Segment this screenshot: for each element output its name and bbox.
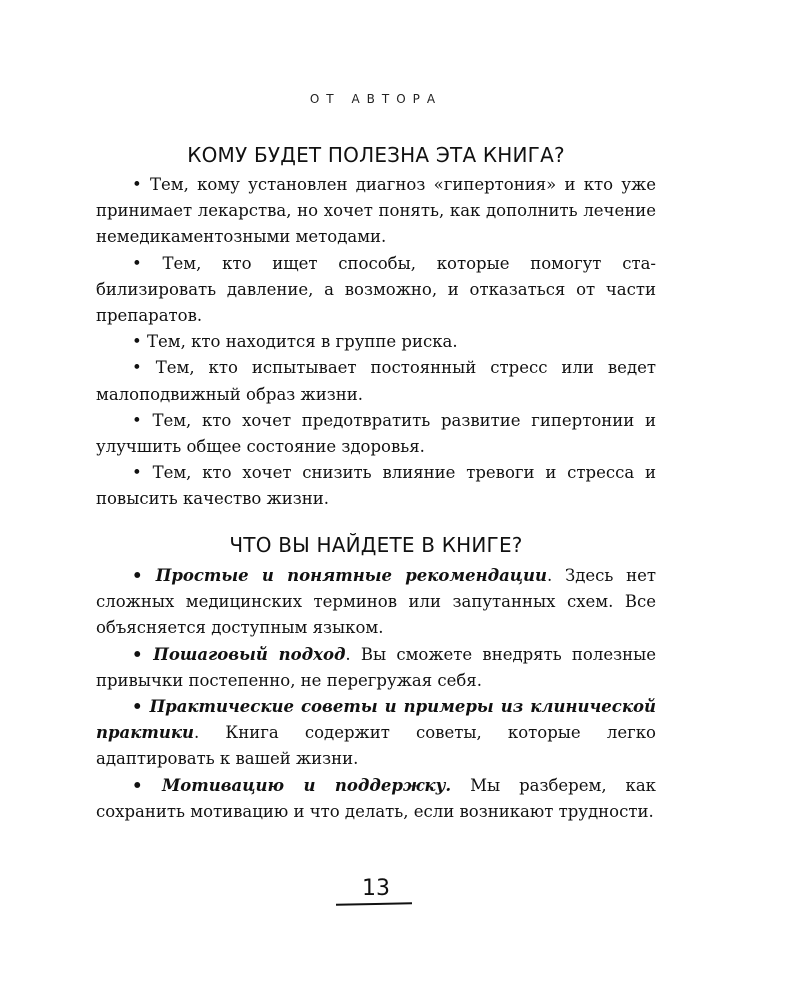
bullet-icon: •: [132, 410, 142, 430]
contents-item-text: . Здесь нет сложных медицинских терминов или запутанных схем. Все объясняется доступным языком.: [96, 566, 656, 638]
section-title-who-benefits: КОМУ БУДЕТ ПОЛЕЗНА ЭТА КНИГА?: [187, 143, 565, 167]
audience-item-text: Тем, кто испытывает постоянный стресс или ведет малоподвижный образ жизни.: [96, 358, 656, 404]
bullet-icon: •: [132, 253, 142, 273]
bullet-icon: •: [132, 175, 142, 194]
page-number-underline: [336, 902, 412, 906]
contents-item-lead: Простые и понятные рекомендации: [155, 566, 548, 585]
audience-item-text: Тем, кто находится в группе риска.: [146, 332, 458, 352]
contents-item: [96, 773, 656, 825]
bullet-icon: •: [132, 358, 142, 378]
audience-item: [96, 408, 656, 460]
page-number: 13: [362, 876, 390, 901]
audience-item: [96, 251, 656, 330]
contents-item-lead: Практические советы и примеры из клинической практики: [96, 697, 656, 743]
contents-item: [96, 642, 656, 694]
audience-item: [96, 460, 656, 512]
contents-item-text: . Книга содержит советы, которые легко адаптировать к вашей жизни.: [96, 723, 656, 769]
audience-item: [96, 329, 656, 355]
audience-item: [96, 172, 656, 251]
contents-list: [96, 563, 656, 825]
bullet-icon: •: [132, 644, 143, 664]
bullet-icon: •: [132, 775, 143, 795]
section-title-what-inside: ЧТО ВЫ НАЙДЕТЕ В КНИГЕ?: [229, 533, 523, 557]
bullet-icon: •: [132, 566, 143, 585]
running-head: ОТ АВТОРА: [309, 92, 443, 106]
contents-item-text: Мы разберем, как сохранить мотивацию и что делать, если возникают трудности.: [96, 775, 656, 821]
audience-item-text: Тем, кому установлен диагноз «гипертония» и кто уже принимает лекарства, но хочет понять, как дополнить лечение немедикаментозными методами.: [96, 175, 656, 247]
contents-item: [96, 563, 656, 642]
contents-item-lead: Мотивацию и поддержку.: [161, 775, 452, 795]
audience-list: [96, 172, 656, 513]
bullet-icon: •: [132, 332, 142, 352]
contents-item: [96, 694, 656, 773]
audience-item: [96, 355, 656, 407]
bullet-icon: •: [132, 463, 142, 483]
bullet-icon: •: [132, 697, 143, 717]
contents-item-lead: Пошаговый подход: [153, 644, 346, 664]
audience-item-text: Тем, кто ищет способы, которые помогут стабилизировать давление, а возможно, и отказаться от части препаратов.: [96, 253, 656, 326]
contents-item-text: . Вы сможете внедрять полезные привычки постепенно, не перегружая себя.: [96, 644, 656, 690]
audience-item-text: Тем, кто хочет предотвратить развитие гипертонии и улучшить общее состояние здоровья.: [96, 410, 656, 457]
audience-item-text: Тем, кто хочет снизить влияние тревоги и стресса и повысить качество жизни.: [96, 463, 656, 509]
